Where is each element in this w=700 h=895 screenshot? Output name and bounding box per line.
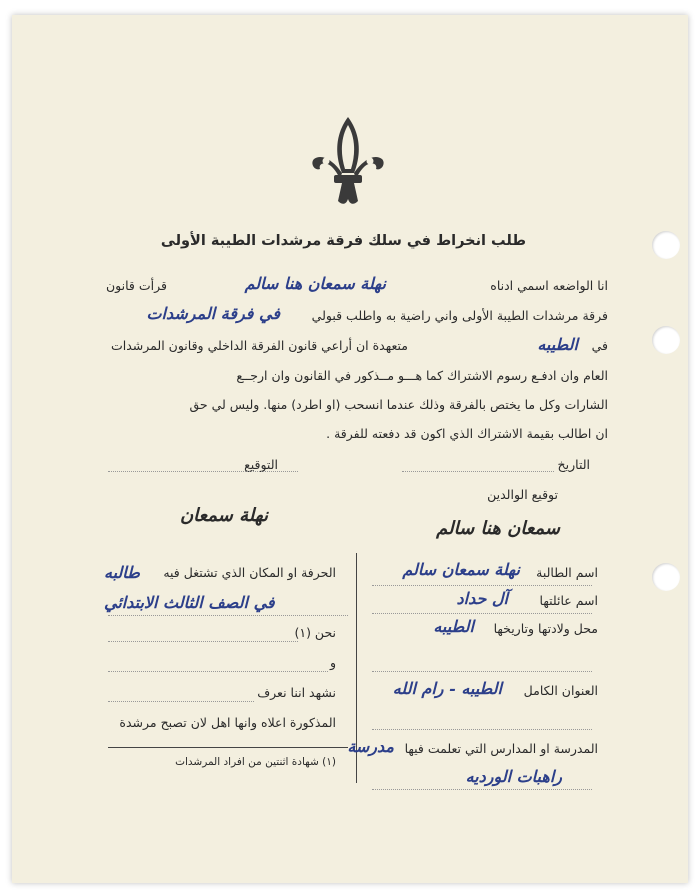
school-label: المدرسة او المدارس التي تعلمت فيها xyxy=(404,741,598,756)
occupation-label: الحرفة او المكان الذي تشتغل فيه xyxy=(163,565,336,580)
fleur-de-lis-icon xyxy=(308,115,388,207)
body-line-3-start: في xyxy=(591,338,608,353)
punch-hole-top xyxy=(652,231,680,259)
punch-hole-middle xyxy=(652,326,680,354)
parent-signature: سمعان هنا سالم xyxy=(436,518,560,539)
handwritten-school-2: راهبات الورديه xyxy=(465,767,562,786)
date-label: التاريخ xyxy=(557,457,590,472)
full-address-label: العنوان الكامل xyxy=(523,683,598,698)
birthplace-label: محل ولادتها وتاريخها xyxy=(493,621,598,636)
form-paper xyxy=(12,15,688,883)
we-know-label: نشهد اننا نعرف xyxy=(257,685,336,700)
signature-label: التوقيع xyxy=(244,457,278,472)
body-line-2: فرقة مرشدات الطيبة الأولى واني راضية به واطلب قبولي xyxy=(311,308,608,323)
body-line-6: ان اطالب بقيمة الاشتراك الذي اكون قد دفعته للفرقة . xyxy=(326,426,608,441)
form-title: طلب انخراط في سلك فرقة مرشدات الطيبة الأولى xyxy=(160,233,526,249)
we-label: نحن (١) xyxy=(294,625,336,640)
handwritten-occupation-1: طالبه xyxy=(104,563,140,582)
and-label: و xyxy=(329,655,336,670)
handwritten-town: الطيبه xyxy=(537,335,578,354)
attestation-text: المذكورة اعلاه وانها اهل لان تصبح مرشدة xyxy=(119,715,336,730)
student-name-label: اسم الطالبة xyxy=(536,565,598,580)
handwritten-address: الطيبه - رام الله xyxy=(392,679,502,698)
handwritten-family-name: آل حداد xyxy=(456,589,508,608)
family-name-label: اسم عائلتها xyxy=(539,593,598,608)
body-line-3-end: متعهدة ان أراعي قانون الفرقة الداخلي وقانون المرشدات xyxy=(111,338,408,353)
handwritten-school-1: مدرسة xyxy=(347,737,394,756)
handwritten-birthplace: الطيبه xyxy=(433,617,474,636)
footnote-rule xyxy=(108,747,348,748)
footnote: (١) شهادة اثنتين من افراد المرشدات xyxy=(175,756,336,768)
body-line-1-start: انا الواضعه اسمي ادناه xyxy=(490,278,608,293)
body-line-1-end: قرأت قانون xyxy=(106,278,167,293)
body-line-5: الشارات وكل ما يختص بالفرقة وذلك عندما انسحب (او اطرد) منها. وليس لي حق xyxy=(189,397,608,412)
handwritten-occupation-2: في الصف الثالث الابتدائي xyxy=(104,593,275,612)
punch-hole-bottom xyxy=(652,563,680,591)
handwritten-troop: في فرقة المرشدات xyxy=(146,304,280,323)
student-signature: نهلة سمعان xyxy=(179,505,268,526)
handwritten-student-name: نهلة سمعان سالم xyxy=(402,560,520,579)
parents-signature-label: توقيع الوالدين xyxy=(487,487,558,502)
body-line-4: العام وان ادفـع رسوم الاشتراك كما هـــو مــذكور في القانون وان ارجــع xyxy=(236,368,608,383)
handwritten-name: نهلة سمعان هنا سالم xyxy=(244,274,386,293)
